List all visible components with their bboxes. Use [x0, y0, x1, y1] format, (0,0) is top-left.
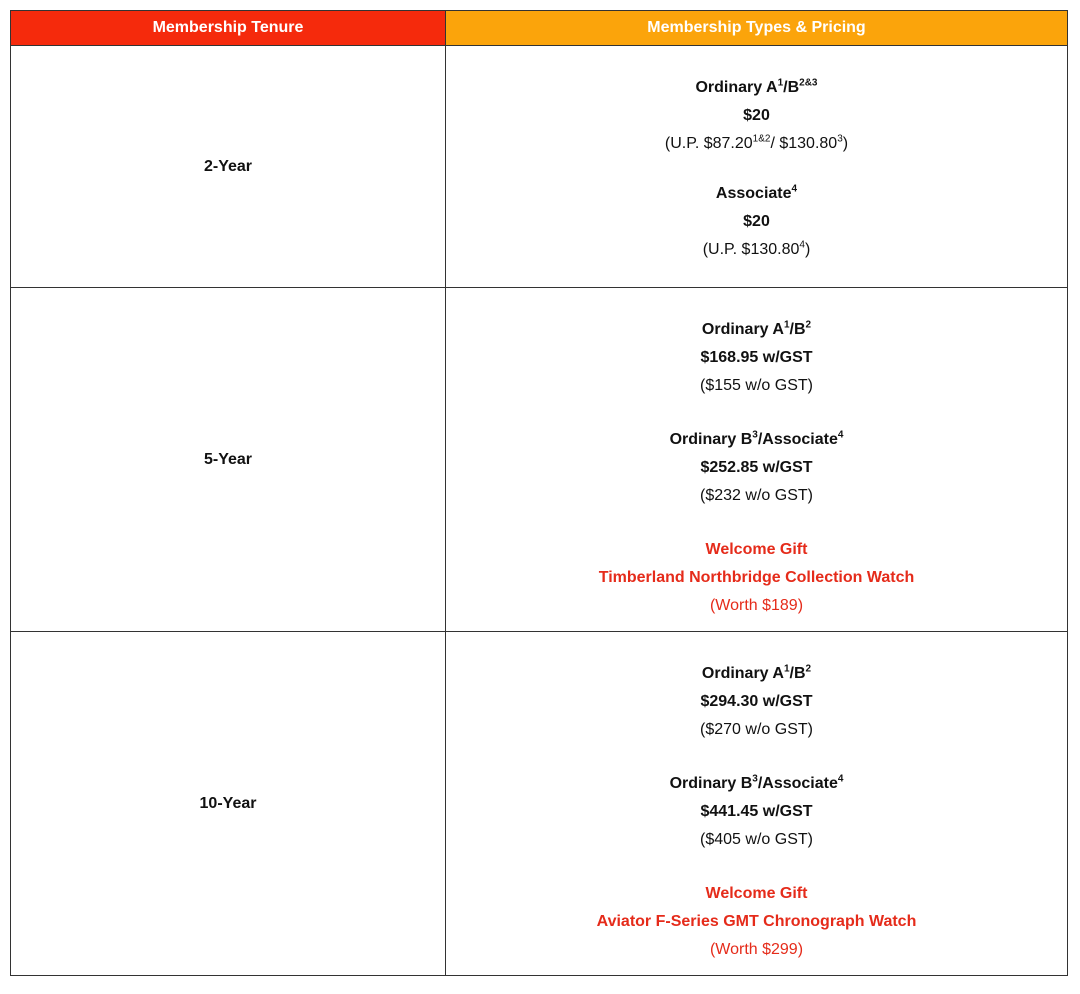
pricing-block	[446, 426, 1067, 510]
table-row	[11, 288, 1068, 632]
footnote-superscript: 2	[805, 319, 812, 331]
membership-type-title	[446, 180, 1067, 208]
welcome-gift-name: Aviator F-Series GMT Chronograph Watch	[596, 913, 917, 930]
text-segment: )	[804, 241, 811, 258]
membership-table	[10, 10, 1068, 976]
welcome-gift-block	[446, 880, 1067, 964]
footnote-superscript: 1&2	[752, 133, 771, 145]
text-segment: / $130.80	[770, 135, 838, 152]
table-row	[11, 632, 1068, 976]
membership-price-note	[446, 482, 1067, 510]
footnote-superscript: 3	[837, 133, 843, 145]
footnote-superscript: 4	[837, 773, 844, 785]
welcome-gift-label: Welcome Gift	[705, 885, 808, 902]
text-segment: Associate	[715, 185, 792, 202]
membership-type-title	[446, 770, 1067, 798]
pricing-block	[446, 74, 1067, 158]
footnote-superscript: 1	[777, 77, 784, 89]
text-segment: /B	[783, 79, 800, 96]
membership-price-note	[446, 826, 1067, 854]
membership-price: $441.45 w/GST	[700, 803, 813, 820]
header-pricing: Membership Types & Pricing	[446, 11, 1068, 46]
footnote-superscript: 2&3	[799, 77, 818, 89]
table-row	[11, 46, 1068, 288]
footnote-superscript: 4	[791, 183, 798, 195]
membership-type-title	[446, 426, 1067, 454]
text-segment: (U.P. $87.20	[664, 135, 753, 152]
pricing-block	[446, 316, 1067, 400]
membership-price-note	[446, 372, 1067, 400]
text-segment: ($405 w/o GST)	[700, 831, 813, 848]
tenure-cell: 2-Year	[11, 46, 446, 288]
welcome-gift-worth: (Worth $189)	[709, 597, 804, 614]
header-tenure: Membership Tenure	[11, 11, 446, 46]
footnote-superscript: 2	[805, 663, 812, 675]
membership-table-container	[10, 10, 1068, 976]
membership-price-note	[446, 716, 1067, 744]
text-segment: ($270 w/o GST)	[700, 721, 813, 738]
membership-price-note	[446, 236, 1067, 264]
pricing-block	[446, 660, 1067, 744]
footnote-superscript: 1	[783, 663, 790, 675]
pricing-cell	[446, 288, 1068, 632]
text-segment: Ordinary B	[669, 431, 753, 448]
membership-type-title	[446, 74, 1067, 102]
membership-price: $20	[743, 213, 770, 230]
welcome-gift-label: Welcome Gift	[705, 541, 808, 558]
text-segment: /Associate	[757, 775, 838, 792]
footnote-superscript: 1	[783, 319, 790, 331]
pricing-cell	[446, 632, 1068, 976]
membership-price-note	[446, 130, 1067, 158]
footnote-superscript: 3	[752, 773, 758, 785]
pricing-cell	[446, 46, 1068, 288]
text-segment: ($155 w/o GST)	[700, 377, 813, 394]
welcome-gift-worth: (Worth $299)	[709, 941, 804, 958]
footnote-superscript: 3	[752, 429, 758, 441]
tenure-cell: 10-Year	[11, 632, 446, 976]
text-segment: )	[842, 135, 849, 152]
welcome-gift-block	[446, 536, 1067, 620]
footnote-superscript: 4	[799, 239, 805, 251]
text-segment: Ordinary B	[669, 775, 753, 792]
pricing-block	[446, 180, 1067, 264]
text-segment: Ordinary A	[701, 321, 784, 338]
membership-price: $168.95 w/GST	[700, 349, 813, 366]
membership-price: $294.30 w/GST	[700, 693, 813, 710]
membership-type-title	[446, 660, 1067, 688]
membership-type-title	[446, 316, 1067, 344]
pricing-block	[446, 770, 1067, 854]
tenure-cell: 5-Year	[11, 288, 446, 632]
footnote-superscript: 4	[837, 429, 844, 441]
text-segment: Ordinary A	[701, 665, 784, 682]
text-segment: Ordinary A	[695, 79, 778, 96]
membership-price: $252.85 w/GST	[700, 459, 813, 476]
text-segment: ($232 w/o GST)	[700, 487, 813, 504]
text-segment: (U.P. $130.80	[702, 241, 800, 258]
welcome-gift-name: Timberland Northbridge Collection Watch	[598, 569, 915, 586]
text-segment: /B	[789, 665, 806, 682]
header-row	[11, 11, 1068, 46]
text-segment: /B	[789, 321, 806, 338]
membership-price: $20	[743, 107, 770, 124]
text-segment: /Associate	[757, 431, 838, 448]
